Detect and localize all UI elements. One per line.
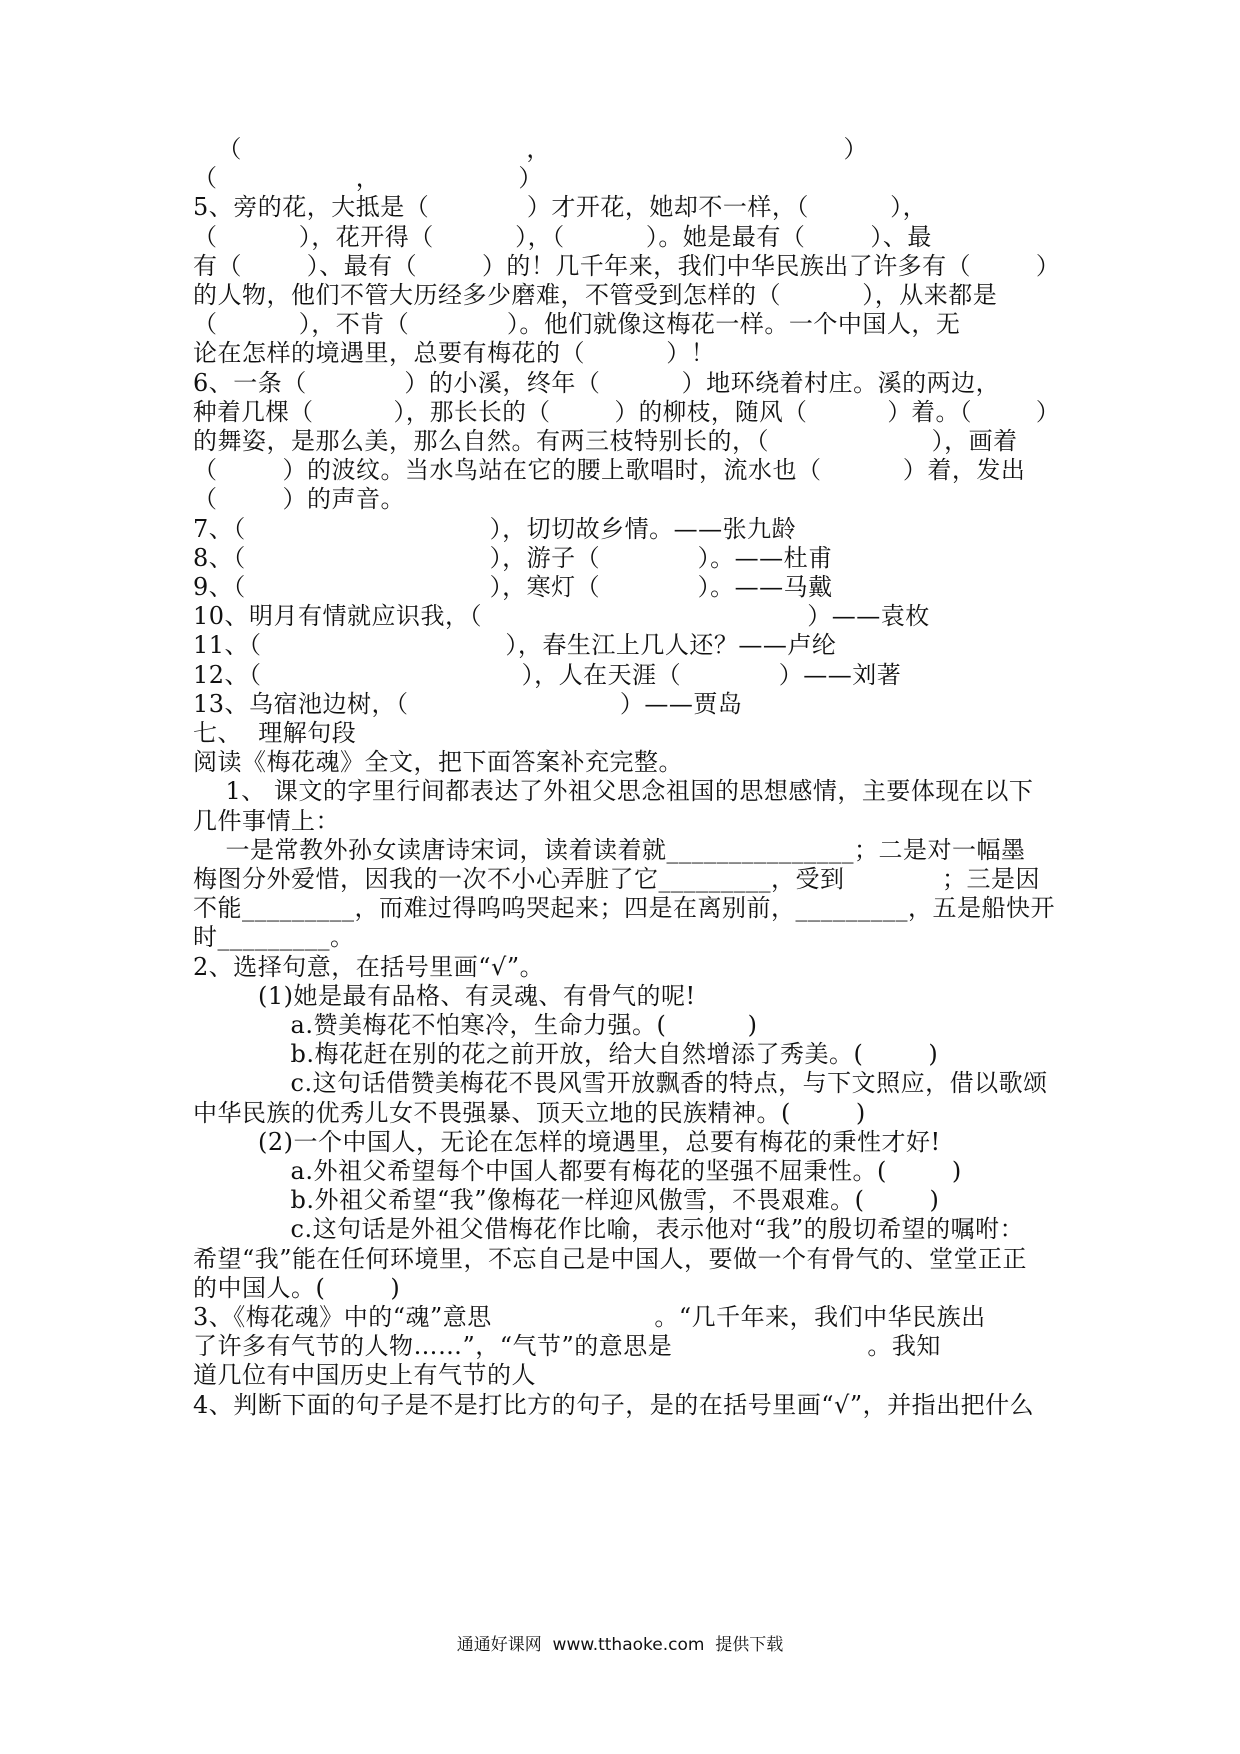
text-line: 4、判断下面的句子是不是打比方的句子，是的在括号里画“√”，并指出把什么: [193, 1390, 1035, 1419]
text-line: (2)一个中国人，无论在怎样的境遇里，总要有梅花的秉性才好!: [193, 1127, 941, 1156]
text-line: 11、（ ），春生江上几人还？——卢纶: [193, 631, 837, 660]
text-line: 7、（ ），切切故乡情。——张九龄: [193, 514, 797, 543]
text-line: 时_________。: [193, 923, 355, 952]
text-line: 5、旁的花，大抵是（ ）才开花，她却不一样，（ ），: [193, 193, 928, 222]
text-line: 6、一条（ ）的小溪，终年（ ）地环绕着村庄。溪的两边，: [193, 368, 1001, 397]
text-line: （ ）的波纹。当水鸟站在它的腰上歌唱时，流水也（ ）着，发出: [193, 456, 1026, 485]
text-line: 不能_________，而难过得呜呜哭起来；四是在离别前，_________，五是船快开: [193, 894, 1055, 923]
text-line: 中华民族的优秀儿女不畏强暴、顶天立地的民族精神。( ): [193, 1098, 866, 1127]
text-line: 种着几棵（ ），那长长的（ ）的柳枝，随风（ ）着。（ ）: [193, 397, 1061, 426]
text-line: 3、《梅花魂》中的“魂”意思 。“几千年来，我们中华民族出: [193, 1303, 986, 1331]
page-footer: 通通好课网 www.tthaoke.com 提供下载: [456, 1635, 784, 1655]
text-line: 2、选择句意，在括号里画“√”。: [193, 952, 545, 981]
text-line: 有（ ）、最有（ ）的！几千年来，我们中华民族出了许多有（ ）: [193, 251, 1061, 280]
text-line: （ ），不肯（ ）。他们就像这梅花一样。一个中国人，无: [193, 310, 961, 339]
text-line: （ ），花开得（ ），（ ）。她是最有（ ）、最: [193, 222, 932, 251]
text-line: 的人物，他们不管大历经多少磨难，不管受到怎样的（ ），从来都是: [193, 281, 998, 309]
text-line: 了许多有气节的人物……”，“气节”的意思是 。我知: [193, 1332, 941, 1361]
text-line: 12、（ ），人在天涯（ ）——刘著: [193, 660, 902, 689]
text-line: （ ， ）: [193, 135, 869, 163]
text-line: （ ）的声音。: [193, 485, 406, 514]
text-line: 1、 课文的字里行间都表达了外祖父思念祖国的思想感情，主要体现在以下: [193, 777, 1034, 806]
text-line: 梅图分外爱惜，因我的一次不小心弄脏了它_________，受到 ；三是因: [193, 865, 1041, 893]
text-line: 希望“我”能在任何环境里，不忘自己是中国人，要做一个有骨气的、堂堂正正: [193, 1244, 1028, 1273]
text-line: 13、乌宿池边树，（ ）——贾岛: [193, 689, 743, 718]
text-line: 10、明月有情就应识我，（ ）——袁枚: [193, 602, 930, 631]
text-line: 9、（ ），寒灯（ ）。——马戴: [193, 573, 833, 601]
text-line: c.这句话是外祖父借梅花作比喻，表示他对“我”的殷切希望的嘱咐：: [193, 1215, 1025, 1244]
text-line: 几件事情上：: [193, 806, 340, 835]
text-line: 道几位有中国历史上有气节的人: [193, 1361, 536, 1390]
text-line: 的中国人。( ): [193, 1273, 401, 1302]
text-line: c.这句话借赞美梅花不畏风雪开放飘香的特点，与下文照应，借以歌颂: [193, 1069, 1048, 1098]
text-line: b.外祖父希望“我”像梅花一样迎风傲雪，不畏艰难。( ): [193, 1186, 940, 1215]
text-line: 论在怎样的境遇里，总要有梅花的（ ）！: [193, 339, 716, 368]
text-line: 阅读《梅花魂》全文，把下面答案补充完整。: [193, 748, 683, 777]
text-line: （ ， ）: [193, 164, 543, 193]
text-line: 8、（ ），游子（ ）。——杜甫: [193, 543, 833, 572]
text-line: 七、 理解句段: [193, 719, 357, 747]
text-line: a.外祖父希望每个中国人都要有梅花的坚强不屈秉性。( ): [193, 1157, 962, 1185]
text-line: 一是常教外孙女读唐诗宋词，读着读着就_______________；二是对一幅墨: [193, 835, 1026, 864]
text-line: b.梅花赶在别的花之前开放，给大自然增添了秀美。( ): [193, 1040, 939, 1069]
text-line: (1)她是最有品格、有灵魂、有骨气的呢!: [193, 981, 696, 1010]
text-line: 的舞姿，是那么美，那么自然。有两三枝特别长的，（ ），画着: [193, 427, 1018, 455]
text-line: a.赞美梅花不怕寒冷，生命力强。( ): [193, 1011, 758, 1039]
